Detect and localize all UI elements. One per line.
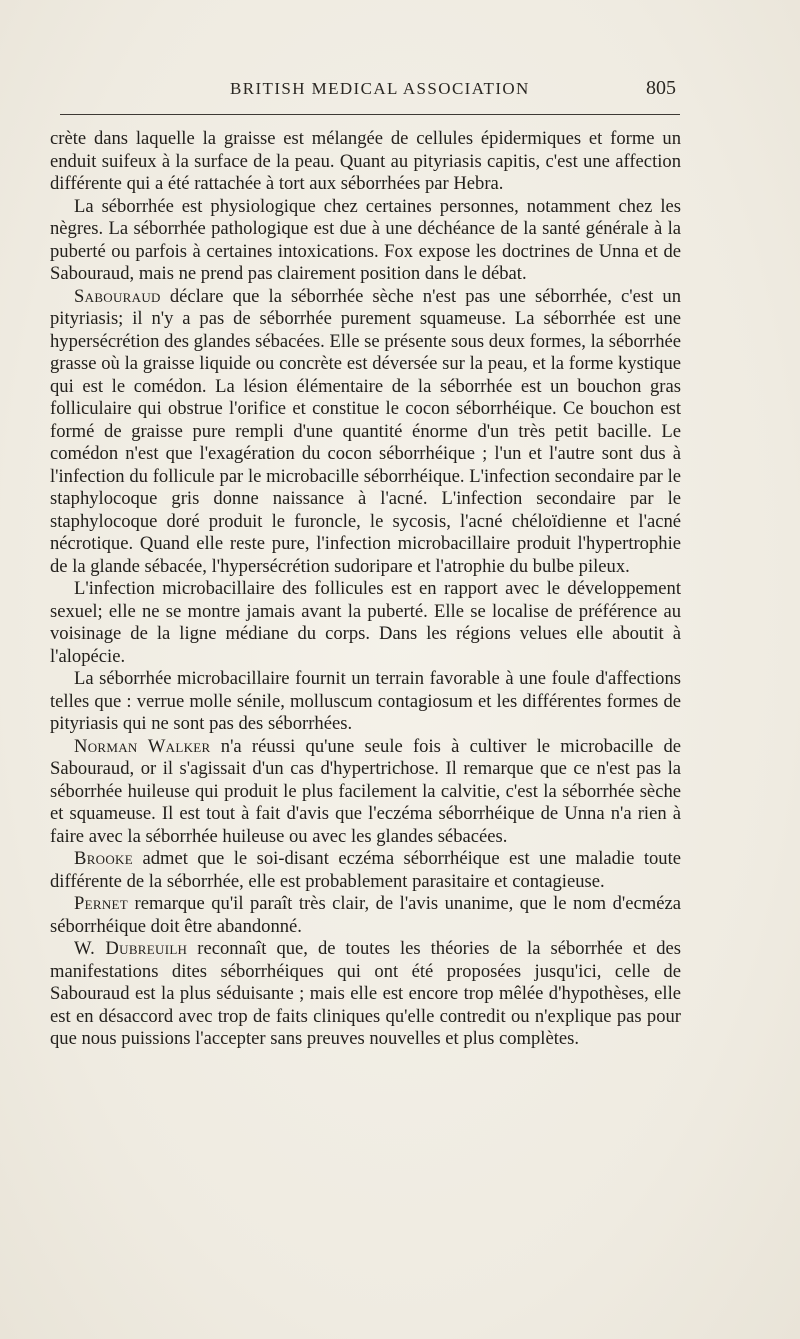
paragraph-text: La séborrhée est physiologique chez certaines personnes, notamment chez les nègres. La séborrhée pathologique est due à une déchéance de la santé générale à la puberté ou parfois à certaines intoxications. Fox expose les doctrines de Unna et de Sabouraud, mais ne prend pas clairement position dans le débat.	[50, 195, 681, 284]
paragraph	[50, 196, 681, 286]
paragraph	[50, 938, 681, 1051]
speaker-name: Brooke	[74, 848, 133, 869]
header-rule	[60, 114, 680, 115]
paragraph-text: déclare que la séborrhée sèche n'est pas une séborrhée, c'est un pityriasis; il n'y a pas de séborrhée purement squameuse. La séborrhée est une hypersécrétion des glandes sébacées. Elle se présente sous deux formes, la séborrhée grasse où la graisse liquide ou concrète est déversée sur la peau, et la forme kystique qui est le comédon. La lésion élémentaire de la séborrhée est un bouchon gras folliculaire qui obstrue l'orifice et constitue le cocon séborrhéique. Ce bouchon est formé de graisse pure rempli d'une quantité énorme d'un très petit bacille. Le comédon n'est que l'exagération du cocon séborrhéique ; l'un et l'autre sont dus à l'infection du follicule par le microbacille séborrhéique. L'infection secondaire par le staphylocoque gris donne naissance à l'acné. L'infection secondaire par le staphylocoque doré produit le furoncle, le sycosis, l'acné chéloïdienne et l'acné nécrotique. Quand elle reste pure, l'infection microbacillaire produit l'hypertrophie de la glande sébacée, l'hypersécrétion sudoripare et l'atrophie du bulbe pileux.	[50, 285, 681, 577]
paragraph-text: n'a réussi qu'une seule fois à cultiver le microbacille de Sabouraud, or il s'agissait d'un cas d'hypertrichose. Il remarque que ce n'est pas la séborrhée huileuse qui produit le plus facilement la calvitie, c'est la séborrhée sèche et squameuse. Il est tout à fait d'avis que l'eczéma séborrhéique de Unna n'a rien à faire avec la séborrhée huileuse ou avec les glandes sébacées.	[50, 735, 682, 847]
speaker-name: Pernet	[74, 893, 129, 914]
paragraph-text: remarque qu'il paraît très clair, de l'avis unanime, que le nom d'ecméza séborrhéique doit être abandonné.	[50, 893, 681, 937]
running-head	[0, 77, 800, 103]
paragraph	[50, 893, 681, 938]
paragraph-text: L'infection microbacillaire des follicules est en rapport avec le développement sexuel; elle ne se montre jamais avant la puberté. Elle se localise de préférence au voisinage de la ligne médiane du corps. Dans les régions velues elle aboutit à l'alopécie.	[50, 578, 681, 667]
page-number: 805	[646, 77, 676, 99]
paragraph-text: La séborrhée microbacillaire fournit un terrain favorable à une foule d'affections telles que : verrue molle sénile, molluscum contagiosum et les différentes formes de pityriasis qui ne sont pas des séborrhées.	[50, 668, 681, 734]
paragraph	[50, 286, 681, 579]
running-title: BRITISH MEDICAL ASSOCIATION	[230, 79, 530, 98]
paragraph	[50, 848, 681, 893]
paragraph-text: admet que le soi-disant eczéma séborrhéique est une maladie toute différente de la séborrhée, elle est probablement parasitaire et contagieuse.	[50, 848, 682, 892]
paragraph-text: crète dans laquelle la graisse est mélangée de cellules épidermiques et forme un enduit suifeux à la surface de la peau. Quant au pityriasis capitis, c'est une affection différente qui a été rattachée à tort aux séborrhées par Hebra.	[50, 128, 681, 194]
paragraph	[50, 736, 681, 849]
speaker-name: Sabouraud	[74, 285, 161, 307]
speaker-name: Norman Walker	[74, 735, 211, 757]
paragraph	[50, 578, 681, 668]
paragraph	[50, 668, 681, 736]
paragraph	[50, 128, 681, 196]
paragraph-text: reconnaît que, de toutes les théories de la séborrhée et des manifestations dites séborrhéiques qui ont été proposées jusqu'ici, celle de Sabouraud est la plus séduisante ; mais elle est encore trop mêlée d'hypothèses, elle est en désaccord avec trop de faits cliniques qu'elle contredit ou n'explique pas pour que nous puissions l'accepter sans preuves nouvelles et plus complètes.	[50, 938, 681, 1049]
body-text	[50, 128, 681, 1051]
speaker-name: W. Dubreuilh	[74, 938, 188, 959]
